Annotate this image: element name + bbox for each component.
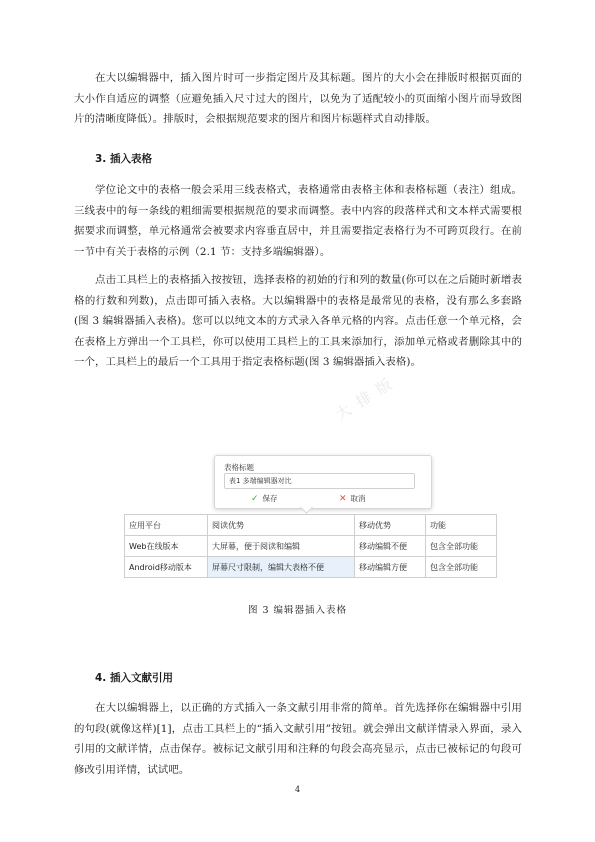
- heading-insert-citation: 4. 插入文献引用: [95, 672, 173, 684]
- watermark: 大 排 版: [332, 374, 397, 424]
- popup-title: 表格标题: [224, 463, 254, 472]
- table-title-input[interactable]: 表1 多端编辑器对比: [224, 473, 415, 489]
- table-cell[interactable]: 功能: [426, 515, 497, 536]
- cancel-label: 取消: [350, 494, 366, 503]
- save-button[interactable]: [251, 493, 278, 504]
- page-number: 4: [294, 785, 301, 794]
- table-cell-selected[interactable]: 屏幕尺寸限制，编辑大表格不便: [208, 557, 355, 578]
- comparison-table: [124, 514, 497, 578]
- table-row: [125, 557, 497, 578]
- heading-insert-table: 3. 插入表格: [95, 153, 152, 165]
- paragraph-images: 在大以编辑器中，插入图片时可一步指定图片及其标题。图片的大小会在排版时根据页面的大小作自适应的调整（应避免插入尺寸过大的图片，以免为了适配较小的页面缩小图片而导致图片的清晰度降低）。排版时，会根据规范要求的图片和图片标题样式自动排版。: [74, 72, 522, 125]
- table-title-popup: [214, 455, 432, 509]
- figure-editor-insert-table: [124, 455, 504, 605]
- table-cell[interactable]: 大屏幕，便于阅读和编辑: [208, 536, 355, 557]
- table-cell[interactable]: 应用平台: [125, 515, 208, 536]
- x-icon: ✕: [339, 494, 347, 504]
- cancel-button[interactable]: [339, 493, 366, 504]
- table-cell[interactable]: Android移动版本: [125, 557, 208, 578]
- paragraph-citation: 在大以编辑器上，以正确的方式插入一条文献引用非常的简单。首先选择你在编辑器中引用的句段(就像这样)[1]，点击工具栏上的“插入文献引用”按钮。就会弹出文献详情录入界面，录入引用的文献详情，点击保存。被标记文献引用和注释的句段会高亮显示，点击已被标记的句段可修改引用详情，试试吧。: [74, 702, 522, 776]
- table-row: [125, 536, 497, 557]
- figure-caption: 图 3 编辑器插入表格: [247, 605, 348, 616]
- table-cell[interactable]: 包含全部功能: [426, 536, 497, 557]
- paragraph-three-line-table: 学位论文中的表格一般会采用三线表格式，表格通常由表格主体和表格标题（表注）组成。三线表中的每一条线的粗细需要根据规范的要求而调整。表中内容的段落样式和文本样式需要根据要求而调整，单元格通常会被要求内容垂直居中，并且需要指定表格行为不可跨页段行。在前一节中有关于表格的示例（2.1 节：支持多端编辑器）。: [74, 184, 522, 258]
- table-header-row: [125, 515, 497, 536]
- table-cell[interactable]: 移动优势: [355, 515, 426, 536]
- table-cell[interactable]: Web在线版本: [125, 536, 208, 557]
- table-cell[interactable]: 包含全部功能: [426, 557, 497, 578]
- table-cell[interactable]: 移动编辑不便: [355, 536, 426, 557]
- table-cell[interactable]: 阅读优势: [208, 515, 355, 536]
- table-cell[interactable]: 移动编辑方便: [355, 557, 426, 578]
- paragraph-table-insert-steps: 点击工具栏上的表格插入按按钮，选择表格的初始的行和列的数量(你可以在之后随时新增表格的行数和列数)，点击即可插入表格。大以编辑器中的表格是最常见的表格，没有那么多套路(图 3 编辑器插入表格)。您可以以纯文本的方式录入各单元格的内容。点击任意一个单元格，会在表格上方弹出一个工具栏，你可以使用工具栏上的工具来添加行，添加单元格或者删除其中的一个，工具栏上的最后一个工具用于指定表格标题(图 3 编辑器插入表格)。: [74, 274, 522, 368]
- save-label: 保存: [262, 494, 278, 503]
- check-icon: ✓: [251, 494, 259, 504]
